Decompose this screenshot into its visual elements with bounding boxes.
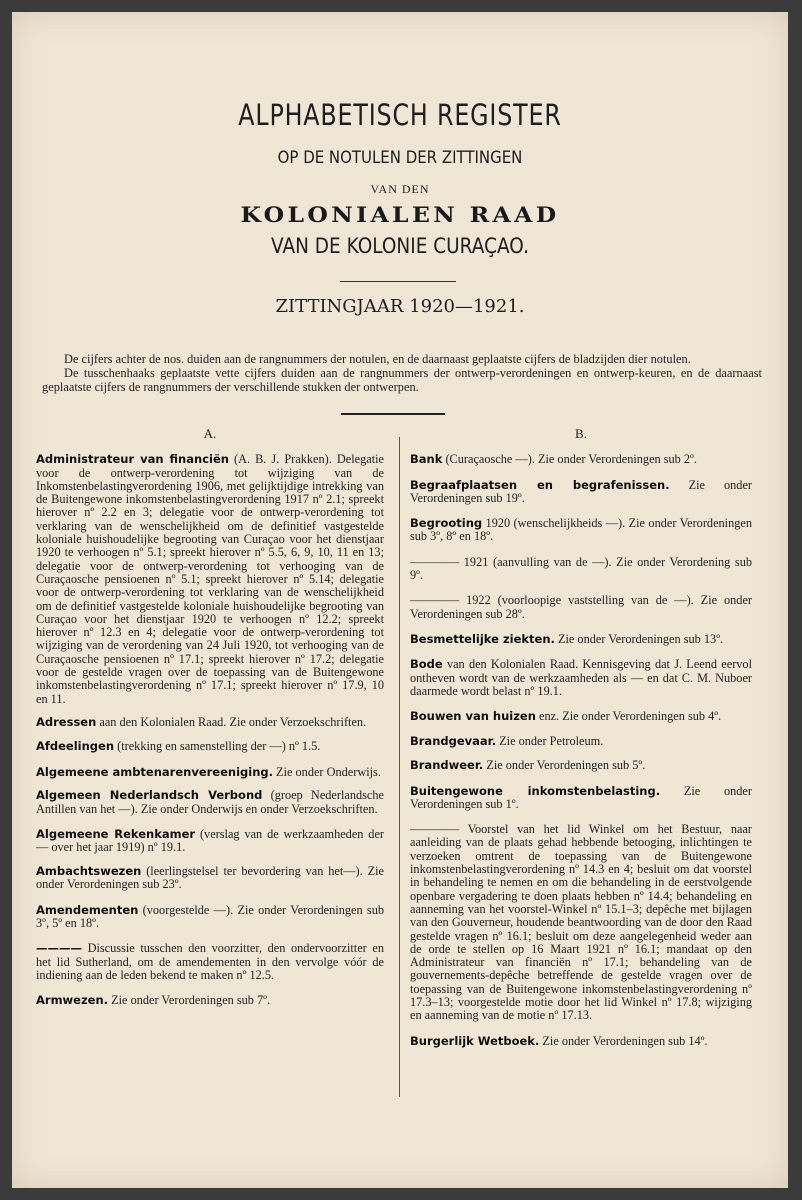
index-entry — [410, 658, 752, 698]
entry-text: Zie onder Verordeningen sub 13º. — [554, 631, 724, 646]
index-entry — [36, 904, 384, 931]
column-letter-b: B. — [575, 426, 587, 441]
entry-text: (voorgestelde —). Zie onder Verordeningen sub 3º, 5º en 18º. — [36, 902, 384, 930]
entry-text: Zie onder Verordeningen sub 14º. — [539, 1033, 708, 1048]
index-entry — [36, 766, 384, 779]
entry-heading: Amendementen — [36, 902, 139, 917]
entry-heading: Afdeelingen — [36, 739, 115, 754]
entry-heading: Algemeen Nederlandsch Verbond — [36, 788, 263, 803]
index-entry — [36, 865, 384, 892]
van-den-label: VAN DEN — [370, 182, 430, 196]
index-entry — [410, 594, 752, 621]
session-year: ZITTINGJAAR 1920—1921. — [275, 296, 525, 317]
entry-text: Zie onder Onderwijs. — [272, 764, 381, 779]
entry-text: (A. B. J. Prakken). Delegatie voor de ontwerp-verordening tot wijziging van de Inkomstenbelastingverordening 1906, met gelijktijdige intrekking van de Buitengewone inkomstenbelastingverordening 1917 nº 2.1; spreekt hierover nº 2.2 en 3; delegatie voor de ontwerp-verordening tot verklaring van de wenschelijkheid om de definitief vastgestelde koloniale huishoudelijke begrooting van Curaçao voor het dienstjaar 1920 te verhoogen nº 5.1; spreekt hierover nº 5.5, 6, 9, 10, 11 en 13; delegatie voor de ontwerp-verordening tot verhooging van de Curaçaosche pensioenen nº 5.1; spreekt hierover nº 5.14; delegatie voor de ontwerp-verordening tot verklaring van de wenschelijkheid om de definitief vastgestelde koloniale huishoudelijke begrooting van Curaçao voor het dienstjaar 1920 te verhoogen nº 12.2; spreekt hierover nº 12.3 en 4; delegatie voor de ontwerp-verordening tot wijziging van de verordening van 24 Juli 1920, tot verhooging van de Curaçaosche pensioenen nº 17.1; spreekt hierover nº 17.2; delegatie voor de gestelde vragen over de toepassing van de Buitengewone inkomstenbelastingverordening nº 17.1; spreekt hierover nº 17.9, 10 en 11. — [36, 452, 384, 706]
entry-text: van den Kolonialen Raad. Kennisgeving dat J. Leend eervol ontheven wordt van de werkzaamheden als — en dat C. M. Nuboer daarmede wordt belast nº 19.1. — [410, 657, 752, 698]
index-entry — [36, 828, 384, 855]
entry-heading: Besmettelijke ziekten. — [410, 631, 555, 646]
entry-heading: Administrateur van financiën — [36, 452, 229, 467]
column-a — [36, 427, 384, 1018]
entry-heading: ———— — [410, 822, 460, 837]
entry-text: Zie onder Verordeningen sub 19º. — [410, 477, 752, 505]
raad-title: KOLONIALEN RAAD — [240, 202, 560, 227]
entry-heading: Algemeene ambtenarenvereeniging. — [36, 764, 273, 779]
section-divider — [341, 413, 445, 415]
index-entry — [410, 453, 752, 466]
intro-text — [42, 352, 762, 394]
entry-text: 1921 (aanvulling van de —). Zie onder Verordening sub 9º. — [410, 554, 752, 583]
entry-heading: Adressen — [36, 715, 97, 730]
intro-paragraph-2: De tusschenhaaks geplaatste vette cijfers duiden aan de rangnummers der ontwerp-verordeningen en ontwerp-keuren, en de daarnaast geplaatste cijfers de rangnummers der verschillende stukken der ontwerpen. — [42, 366, 762, 394]
entry-text: (verslag van de werkzaamheden der — over het jaar 1919) nº 19.1. — [36, 826, 384, 855]
entry-heading: Begrooting — [410, 516, 483, 531]
index-entry — [410, 759, 752, 772]
entry-heading: Burgerlijk Wetboek. — [410, 1033, 540, 1048]
entry-text: 1920 (wenschelijkheids —). Zie onder Verordeningen sub 3º, 8º en 18º. — [410, 516, 752, 544]
column-b — [410, 427, 752, 1058]
entry-text: (groep Nederlandsche Antillen van het —). Zie onder Onderwijs en onder Verzoekschriften. — [36, 788, 384, 816]
index-entry — [410, 479, 752, 506]
index-entry — [36, 789, 384, 816]
index-entry — [36, 740, 384, 753]
entry-text: Zie onder Verordeningen sub 1º. — [410, 783, 752, 811]
entry-text: Zie onder Verordeningen sub 5º. — [483, 758, 646, 773]
document-page — [12, 12, 788, 1188]
entry-heading: Ambachtswezen — [36, 864, 142, 879]
entry-text: Voorstel van het lid Winkel om het Bestuur, naar aanleiding van de plaats gehad hebbende betooging, inlichtingen te verzoeken omtrent de toepassing van de Buitengewone inkomstenbelastingverordening nº 14.3 en 4; besluit om dat voorstel in behandeling te nemen en om die behandeling in de eerstvolgende openbare vergadering te doen plaats hebben nº 14.4; behandeling en aanneming van het voorstel-Winkel nº 15.1–3; depêche met bijlagen van den Gouverneur, houdende beantwoording van de door den Raad gestelde vragen nº 16.1; besluit om deze aangelegenheid weder aan de orde te stellen op 16 Maart 1921 nº 16.1; mandaat op den Administrateur van financiën nº 17.1; behandeling van de gouvernements-depêche betreffende de gestelde vragen over de toepassing van de Buitengewone inkomstenbelastingverordening nº 17.3–13; voorgestelde motie door het lid Winkel nº 17.8; wijziging en aanneming van de motie nº 17.13. — [410, 822, 752, 1023]
entry-text: (trekking en samenstelling der —) nº 1.5. — [114, 739, 321, 754]
index-entry — [410, 633, 752, 646]
entry-heading: Bouwen van huizen — [410, 709, 536, 724]
title-divider — [340, 281, 456, 282]
register-subtitle: OP DE NOTULEN DER ZITTINGEN — [277, 148, 523, 168]
index-entry — [410, 1035, 752, 1048]
entry-text: Zie onder Petroleum. — [496, 734, 604, 749]
entry-heading: ———— — [36, 941, 82, 956]
entry-text: Discussie tusschen den voorzitter, den ondervoorzitter en het lid Sutherland, om de amendementen in den vervolge vóór de indiening aan de leden bekend te maken nº 12.5. — [36, 941, 384, 982]
index-entry — [410, 710, 752, 723]
entry-text: (leerlingstelsel ter bevordering van het—). Zie onder Verordeningen sub 23º. — [36, 864, 384, 892]
index-entry — [410, 556, 752, 583]
index-entry — [410, 735, 752, 748]
index-entry — [36, 942, 384, 982]
entry-text: 1922 (voorloopige vaststelling van de —). Zie onder Verordeningen sub 28º. — [410, 593, 752, 621]
entry-heading: ———— — [410, 593, 460, 608]
entry-heading: Algemeene Rekenkamer — [36, 826, 196, 841]
index-entry — [36, 453, 384, 706]
kolonie-title: VAN DE KOLONIE CURAÇAO. — [271, 234, 529, 258]
register-title: ALPHABETISCH REGISTER — [238, 98, 562, 132]
column-letter-a: A. — [203, 426, 217, 441]
entry-heading: Armwezen. — [36, 993, 109, 1008]
entry-heading: Bode — [410, 657, 443, 672]
entry-heading: Buitengewone inkomstenbelasting. — [410, 783, 661, 798]
index-entry — [410, 823, 752, 1022]
entry-heading: ———— — [410, 554, 460, 569]
entry-text: (Curaçaosche —). Zie onder Verordeningen sub 2º. — [442, 452, 697, 467]
column-divider — [399, 437, 400, 1097]
index-entry — [410, 785, 752, 812]
entry-text: Zie onder Verordeningen sub 7º. — [108, 993, 271, 1008]
index-entry — [36, 994, 384, 1007]
entry-heading: Begraafplaatsen en begrafenissen. — [410, 477, 670, 492]
index-entry — [36, 716, 384, 729]
entry-heading: Brandweer. — [410, 758, 484, 773]
entry-heading: Brandgevaar. — [410, 734, 497, 749]
entry-text: aan den Kolonialen Raad. Zie onder Verzoekschriften. — [96, 715, 367, 730]
entry-heading: Bank — [410, 452, 443, 467]
index-entry — [410, 517, 752, 544]
entry-text: enz. Zie onder Verordeningen sub 4º. — [535, 709, 722, 724]
intro-paragraph-1: De cijfers achter de nos. duiden aan de rangnummers der notulen, en de daarnaast geplaatste cijfers de bladzijden dier notulen. — [64, 352, 691, 366]
